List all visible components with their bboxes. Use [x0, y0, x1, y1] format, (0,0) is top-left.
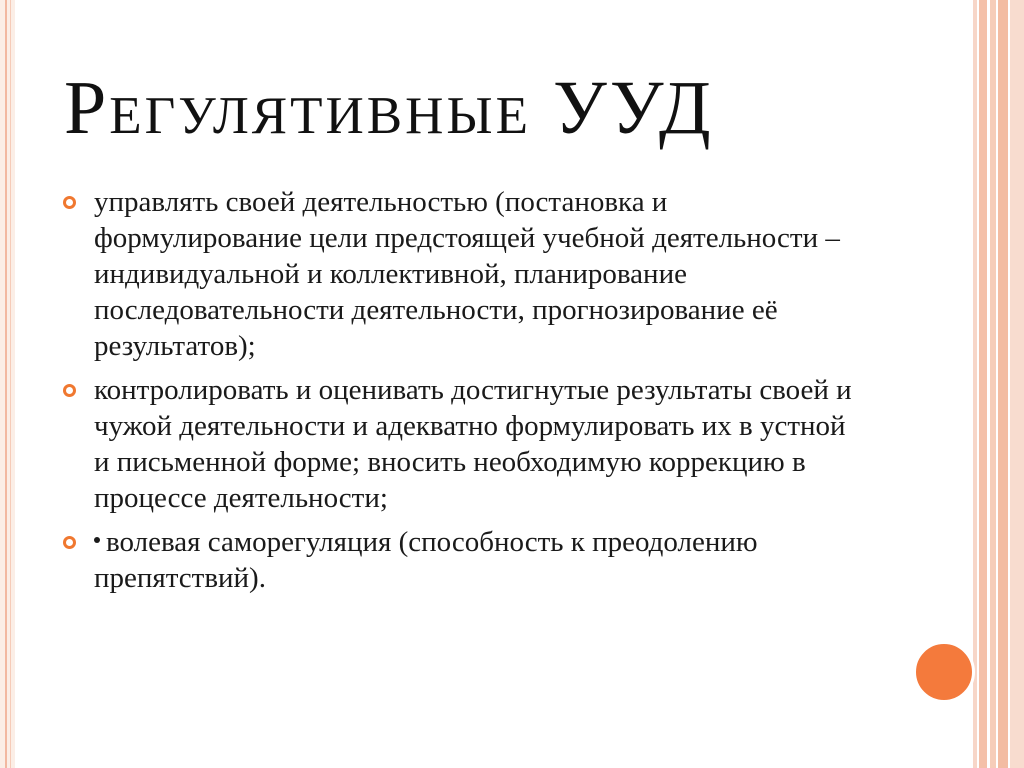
ring-bullet-icon — [63, 536, 76, 549]
bullet-item — [62, 524, 862, 596]
bullet-text: контролировать и оценивать достигнутые результаты своей и чужой деятельности и адекватно формулировать их в устной и письменной форме; вносить необходимую коррекцию в процессе деятельности; — [94, 374, 852, 514]
bullet-text: волевая саморегуляция (способность к преодолению препятствий). — [94, 526, 758, 594]
bullet-item — [62, 184, 862, 364]
left-accent-line-thin — [10, 0, 11, 768]
ring-bullet-icon — [63, 384, 76, 397]
orange-circle-icon — [913, 641, 975, 703]
bullet-item — [62, 372, 862, 516]
right-stripe — [1010, 0, 1024, 768]
left-accent-line — [5, 0, 7, 768]
bullet-list — [62, 184, 862, 604]
inner-dot-icon — [94, 537, 100, 543]
right-stripe — [998, 0, 1008, 768]
ring-bullet-icon — [63, 196, 76, 209]
bullet-text: управлять своей деятельностью (постановка и формулирование цели предстоящей учебной деятельности – индивидуальной и коллективной, планирование последовательности деятельности, прогнозирование её результатов); — [94, 186, 840, 362]
slide-title: Регулятивные УУД — [64, 66, 714, 150]
right-stripe — [979, 0, 987, 768]
